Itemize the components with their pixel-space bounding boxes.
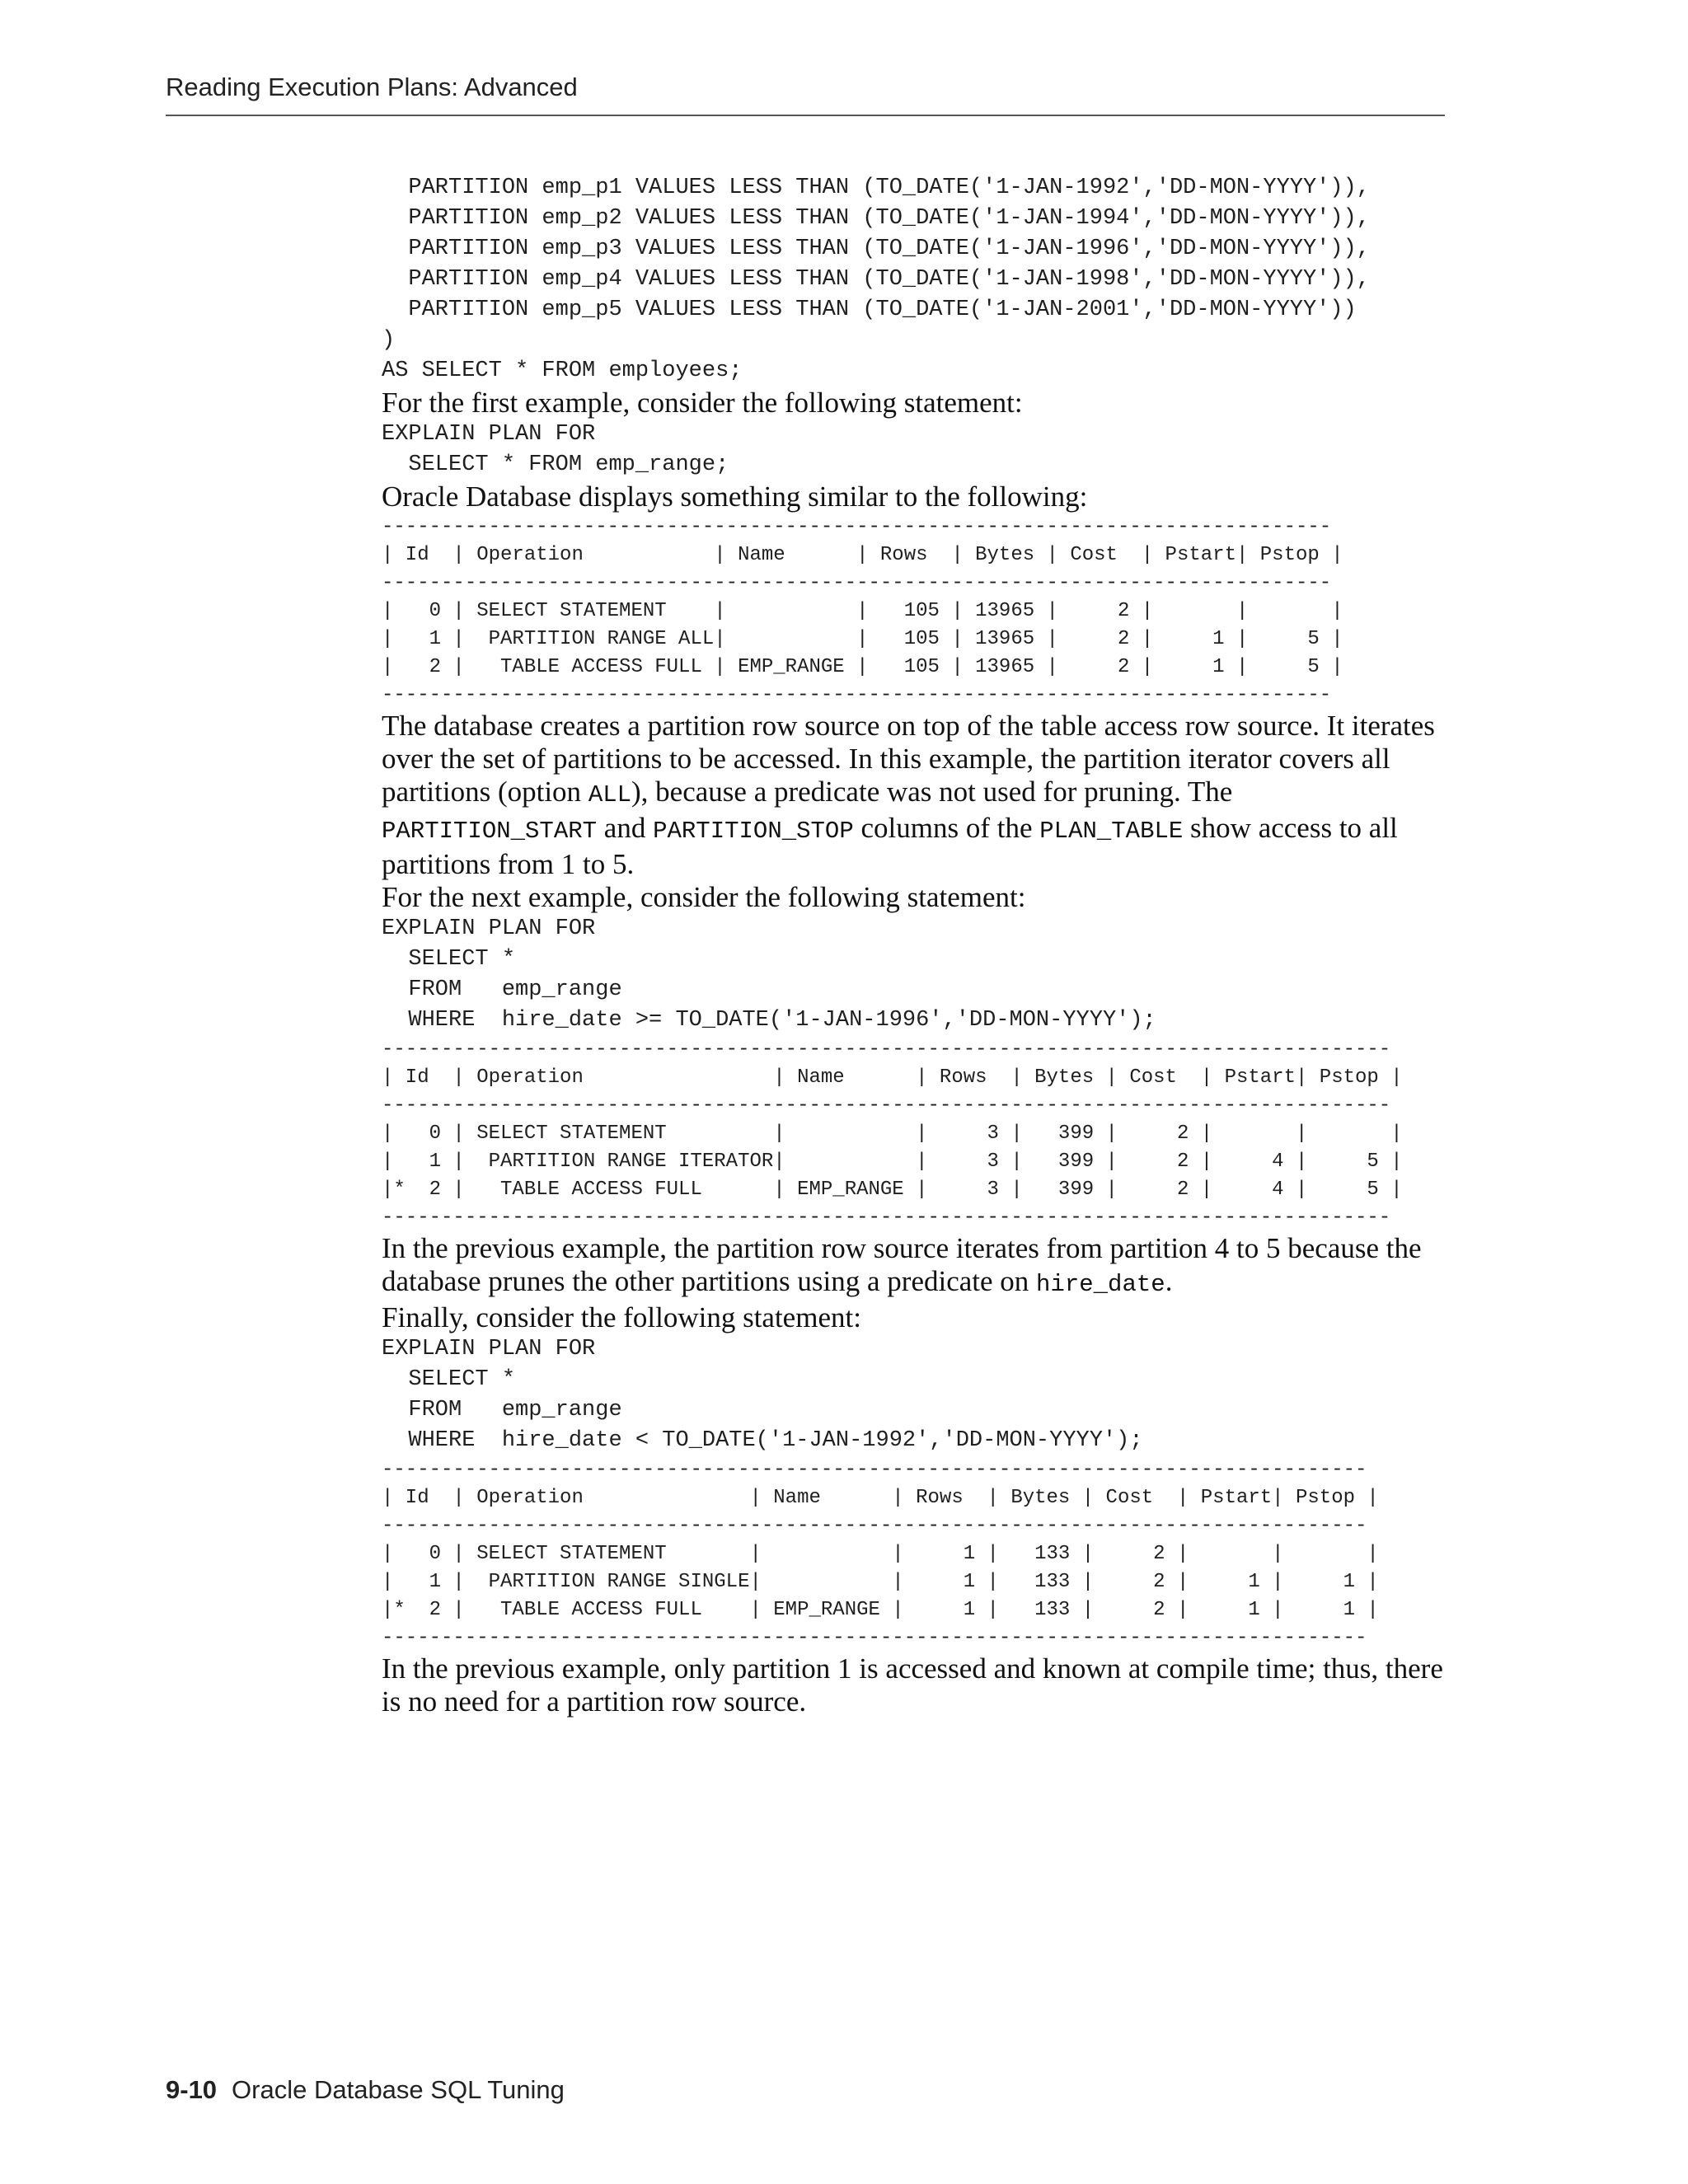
page-number: 9-10 bbox=[166, 2075, 218, 2104]
code-create-table-partitions: PARTITION emp_p1 VALUES LESS THAN (TO_DATE('1-JAN-1992','DD-MON-YYYY')), PARTITION emp_p2 VALUES LESS THAN (TO_DATE('1-JAN-1994','DD-MON-YYYY')), PARTITION emp_p3 VALUES LESS THAN (TO_DATE('1-JAN-1996','DD-MON-YYYY')), PARTITION emp_p4 VALUES LESS THAN (TO_DATE('1-JAN-1998','DD-MON-YYYY')), PARTITION emp_p5 VALUES LESS THAN (TO_DATE('1-JAN-2001','DD-MON-YYYY')) ) AS SELECT * FROM employees; bbox=[382, 176, 1370, 383]
para-iterates-partitions: In the previous example, the partition row source iterates from partition 4 to 5 because the database prunes the other partitions using a predicate on hire_date. bbox=[382, 1232, 1422, 1298]
inline-code-hire-date: hire_date bbox=[1036, 1271, 1165, 1298]
page-body bbox=[382, 173, 1453, 1718]
inline-code-all: ALL bbox=[588, 781, 632, 808]
inline-code-partition-stop: PARTITION_STOP bbox=[653, 818, 854, 845]
execution-plan-1: -------------------------------------------------------------------------------- | Id | Operation | Name | Rows | Bytes | Cost | Pstart| Pstop | -------------------------------------------------------------------------------- | 0 | SELECT STATEMENT | | 105 | 13965 | 2 | | | | 1 | PARTITION RANGE ALL| | 105 | 13965 | 2 | 1 | 5 | | 2 | TABLE ACCESS FULL | EMP_RANGE | 105 | 13965 | 2 | 1 | 5 | -------------------------------------------------------------------------------- bbox=[382, 516, 1343, 706]
execution-plan-3: ----------------------------------------------------------------------------------- | Id | Operation | Name | Rows | Bytes | Cost | Pstart| Pstop | ----------------------------------------------------------------------------------- | 0 | SELECT STATEMENT | | 1 | 133 | 2 | | | | 1 | PARTITION RANGE SINGLE| | 1 | 133 | 2 | 1 | 1 | |* 2 | TABLE ACCESS FULL | EMP_RANGE | 1 | 133 | 2 | 1 | 1 | ----------------------------------------------------------------------------------- bbox=[382, 1459, 1379, 1649]
para-first-example: For the first example, consider the following statement: bbox=[382, 387, 1023, 419]
para-oracle-displays: Oracle Database displays something similar to the following: bbox=[382, 480, 1088, 513]
para-finally: Finally, consider the following statement: bbox=[382, 1301, 861, 1333]
execution-plan-2: ------------------------------------------------------------------------------------- | Id | Operation | Name | Rows | Bytes | Cost | Pstart| Pstop | ------------------------------------------------------------------------------------- | 0 | SELECT STATEMENT | | 3 | 399 | 2 | | | | 1 | PARTITION RANGE ITERATOR| | 3 | 399 | 2 | 4 | 5 | |* 2 | TABLE ACCESS FULL | EMP_RANGE | 3 | 399 | 2 | 4 | 5 | ------------------------------------------------------------------------------------- bbox=[382, 1038, 1403, 1229]
para-only-partition-one: In the previous example, only partition 1 is accessed and known at compile time; thus, there is no need for a partition row source. bbox=[382, 1652, 1443, 1718]
page-footer bbox=[166, 2075, 565, 2105]
para-next-example: For the next example, consider the following statement: bbox=[382, 881, 1026, 913]
running-header: Reading Execution Plans: Advanced bbox=[166, 73, 578, 101]
header-rule bbox=[166, 115, 1445, 116]
code-explain-plan-2: EXPLAIN PLAN FOR SELECT * FROM emp_range WHERE hire_date >= TO_DATE('1-JAN-1996','DD-MON-YYYY'); bbox=[382, 916, 1156, 1033]
code-explain-plan-3: EXPLAIN PLAN FOR SELECT * FROM emp_range WHERE hire_date < TO_DATE('1-JAN-1992','DD-MON-YYYY'); bbox=[382, 1337, 1143, 1453]
inline-code-plan-table: PLAN_TABLE bbox=[1039, 818, 1184, 845]
para-partition-row-source: The database creates a partition row source on top of the table access row source. It iterates over the set of partitions to be accessed. In this example, the partition iterator covers all partitions (option ALL), because a predicate was not used for pruning. The PARTITION_START and PARTITION_STOP columns of the PLAN_TABLE show access to all partitions from 1 to 5. bbox=[382, 710, 1435, 880]
code-explain-plan-1: EXPLAIN PLAN FOR SELECT * FROM emp_range; bbox=[382, 422, 729, 477]
inline-code-partition-start: PARTITION_START bbox=[382, 818, 598, 845]
book-title: Oracle Database SQL Tuning bbox=[232, 2075, 565, 2104]
